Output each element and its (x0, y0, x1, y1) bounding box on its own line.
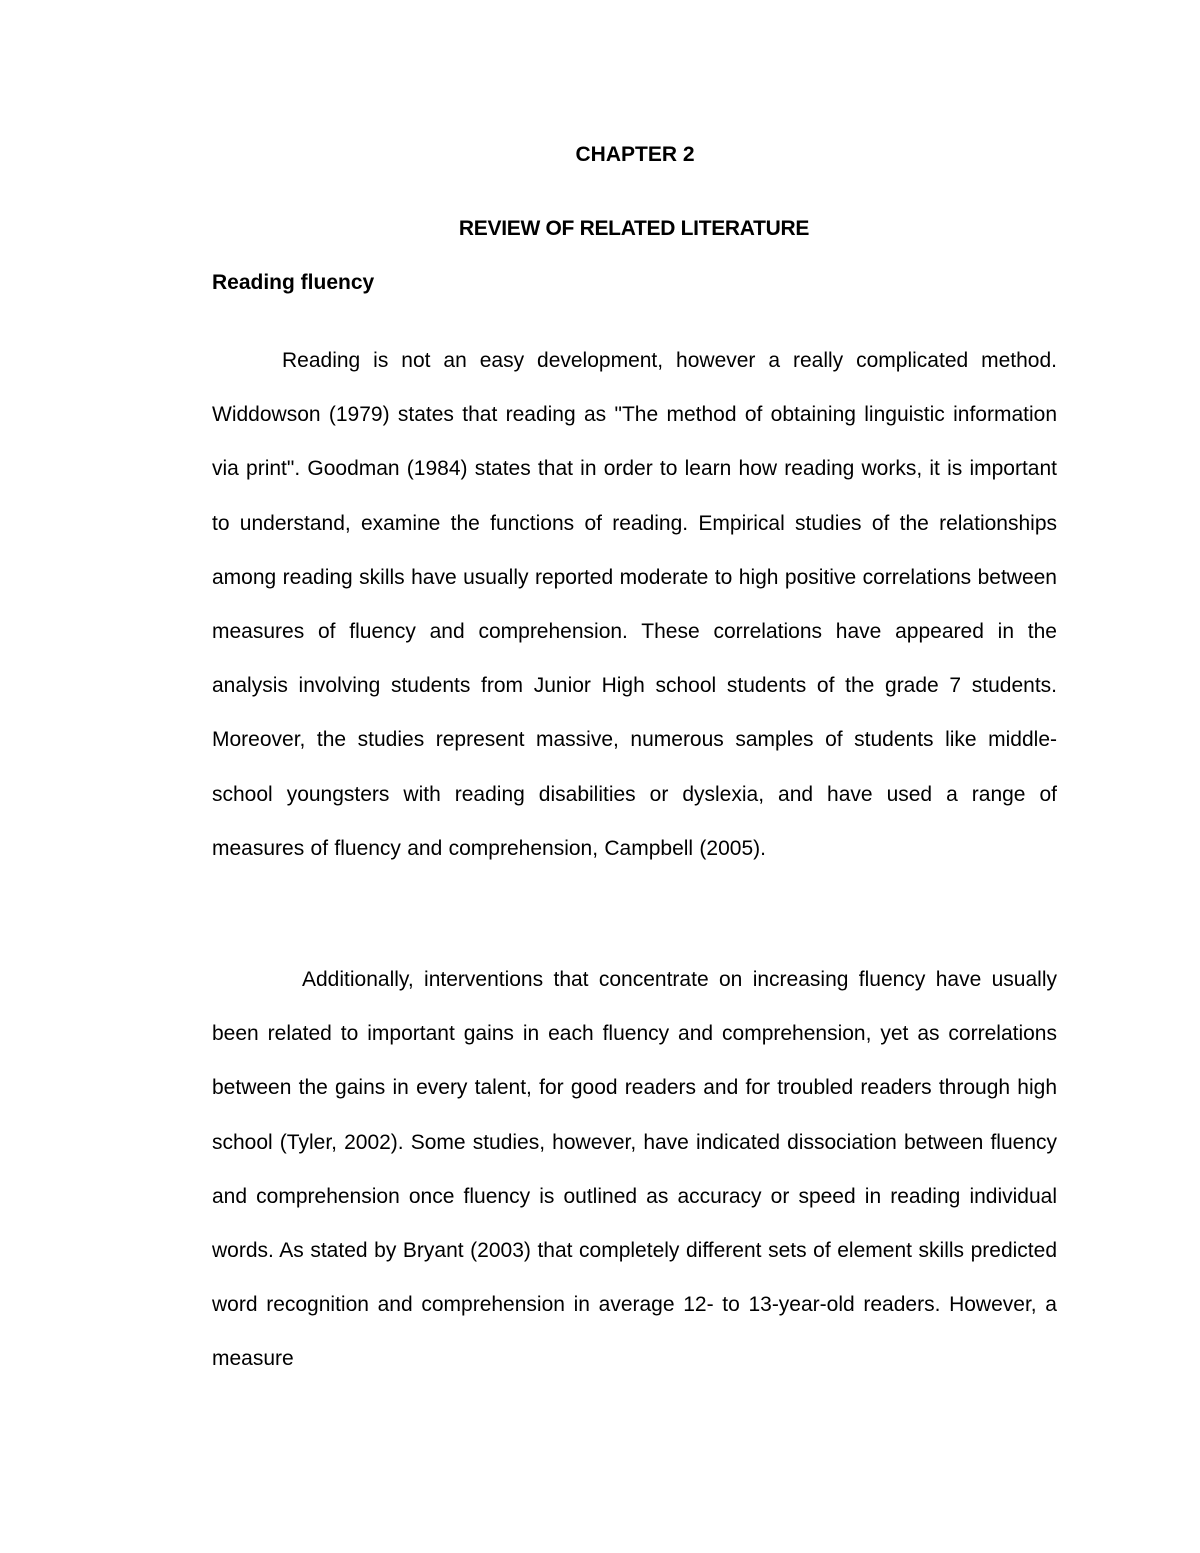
paragraph-2: Additionally, interventions that concentrate on increasing fluency have usually been related to important gains in each fluency and comprehension, yet as correlations between the gains in every talent, for good readers and for troubled readers through high school (Tyler, 2002). Some studies, however, have indicated dissociation between fluency and comprehension once fluency is outlined as accuracy or speed in reading individual words. As stated by Bryant (2003) that completely different sets of element skills predicted word recognition and comprehension in average 12- to 13-year-old readers. However, a measure (212, 968, 1057, 1371)
subheading-reading-fluency: Reading fluency (212, 271, 375, 294)
chapter-title: CHAPTER 2 (575, 143, 695, 166)
section-title: REVIEW OF RELATED LITERATURE (458, 217, 810, 240)
paragraph-1: Reading is not an easy development, however a really complicated method. Widdowson (1979) states that reading as "The method of obtaining linguistic information via print". Goodman (1984) states that in order to learn how reading works, it is important to understand, examine the functions of reading. Empirical studies of the relationships among reading skills have usually reported moderate to high positive correlations between measures of fluency and comprehension. These correlations have appeared in the analysis involving students from Junior High school students of the grade 7 students. Moreover, the studies represent massive, numerous samples of students like middle-school youngsters with reading disabilities or dyslexia, and have used a range of measures of fluency and comprehension, Campbell (2005). (212, 349, 1057, 860)
